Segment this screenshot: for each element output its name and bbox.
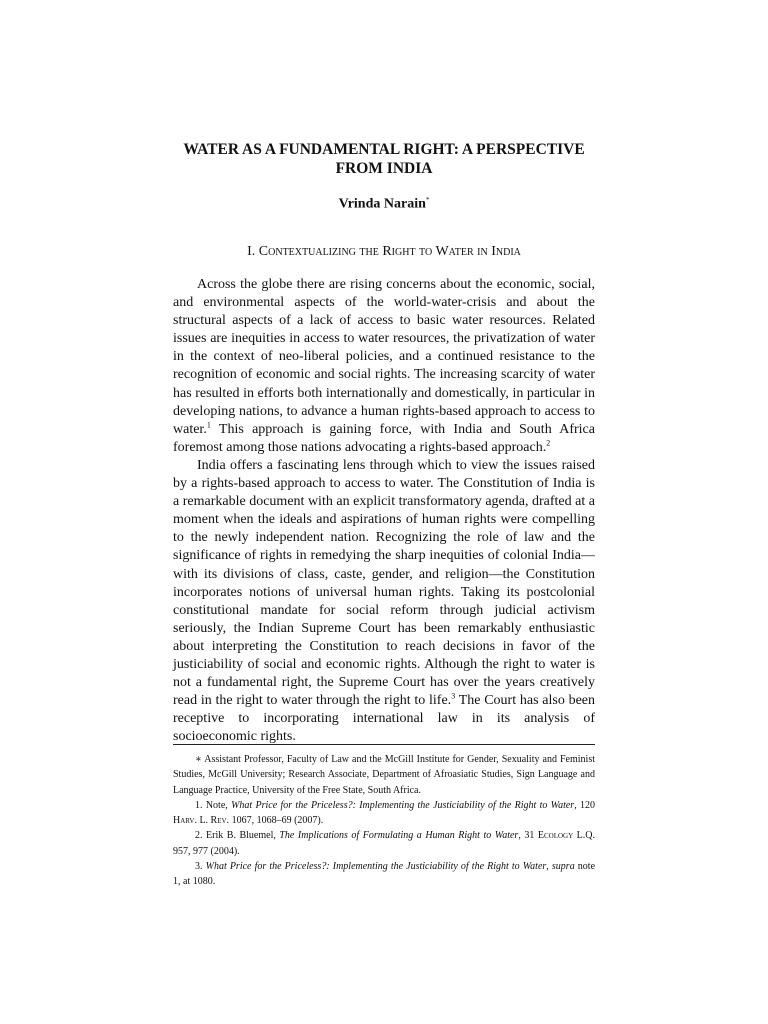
author-name: [174, 196, 594, 213]
footnotes: [173, 752, 595, 890]
footnote-2-prefix: Erik B. Bluemel,: [206, 830, 280, 842]
footnote-2-cite: 957, 977 (2004).: [173, 845, 240, 857]
section-heading-text: Contextualizing the Right to Water in India: [258, 244, 521, 259]
paragraph-1-text-b: This approach is gaining force, with India and South Africa foremost among those nations advocating a rights-based approach.: [173, 421, 595, 455]
footnote-2-number: 2.: [195, 830, 207, 842]
footnote-1-title: What Price for the Priceless?: Implementing the Justiciability of the Right to Water: [231, 799, 575, 811]
paragraph-2: [173, 457, 595, 747]
footnote-1-prefix: Note,: [205, 799, 232, 811]
footnote-star-mark: ∗: [195, 754, 202, 765]
section-heading: [174, 244, 594, 260]
paragraph-1: [173, 276, 595, 457]
article-title: WATER AS A FUNDAMENTAL RIGHT: A PERSPECTIVE FROM INDIA: [183, 141, 585, 177]
footnote-divider: [173, 744, 595, 745]
footnote-ref-1: 1: [206, 420, 211, 430]
paragraph-2-text-a: India offers a fascinating lens through which to view the issues raised by a rights-based approach to access to water. The Constitution of India is a remarkable document with an explicit transformatory agenda, drafted at a moment when the ideals and aspirations of human rights were compelling to the newly independent nation. Recognizing the role of law and the significance of rights in remedying the sharp inequities of colonial India—with its divisions of class, caste, gender, and religion—the Constitution incorporates notions of universal human rights. Taking its postcolonial constitutional mandate for social reform through judicial activism seriously, the Indian Supreme Court has been remarkably enthusiastic about interpreting the Constitution to reach decisions in favor of the justiciability of social and economic rights. Although the right to water is not a fundamental right, the Supreme Court has over the years creatively read in the right to water through the right to life.: [173, 457, 595, 709]
section-number: I.: [247, 244, 259, 259]
footnote-1-cite: 1067, 1068–69 (2007).: [229, 815, 324, 827]
author-footnote-mark: *: [425, 196, 430, 204]
footnote-3-title: What Price for the Priceless?: Implementing the Justiciability of the Right to Water: [205, 861, 547, 873]
footnote-3-supra: supra: [551, 861, 575, 873]
footnote-2-journal: Ecology L.Q.: [537, 830, 596, 842]
author-name-text: Vrinda Narain: [338, 196, 426, 212]
body-text: [173, 276, 595, 746]
footnote-star: [173, 752, 595, 798]
footnote-3-mid: ,: [546, 861, 552, 873]
footnote-1-number: 1.: [195, 799, 206, 811]
paragraph-2-text-b: The Court has also been receptive to incorporating international law in its analysis of socioeconomic rights.: [173, 693, 595, 745]
footnote-2-mid: , 31: [518, 830, 538, 842]
footnote-2-title: The Implications of Formulating a Human Right to Water: [279, 830, 519, 842]
footnote-1: [173, 798, 595, 829]
footnote-3: [173, 859, 595, 890]
footnote-2: [173, 828, 595, 859]
footnote-star-text: Assistant Professor, Faculty of Law and the McGill Institute for Gender, Sexuality and Feminist Studies, McGill University; Research Associate, Department of Afroasiatic Studies, Sign Language and Language Practice, University of the Free State, South Africa.: [173, 754, 595, 796]
footnote-3-number: 3.: [195, 861, 206, 873]
footnote-ref-2: 2: [546, 438, 551, 448]
footnote-3-cite: note 1, at 1080.: [173, 861, 596, 888]
footnote-ref-3: 3: [451, 691, 456, 701]
footnote-1-mid: , 120: [574, 799, 596, 811]
paragraph-1-text-a: Across the globe there are rising concerns about the economic, social, and environmental aspects of the world-water-crisis and about the structural aspects of a lack of access to basic water resources. Related issues are inequities in access to water resources, the privatization of water in the context of neo-liberal policies, and a continued resistance to the recognition of economic and social rights. The increasing scarcity of water has resulted in efforts both internationally and domestically, in particular in developing nations, to advance a human rights-based approach to access to water.: [173, 277, 595, 437]
footnote-1-journal: Harv. L. Rev.: [173, 815, 230, 827]
